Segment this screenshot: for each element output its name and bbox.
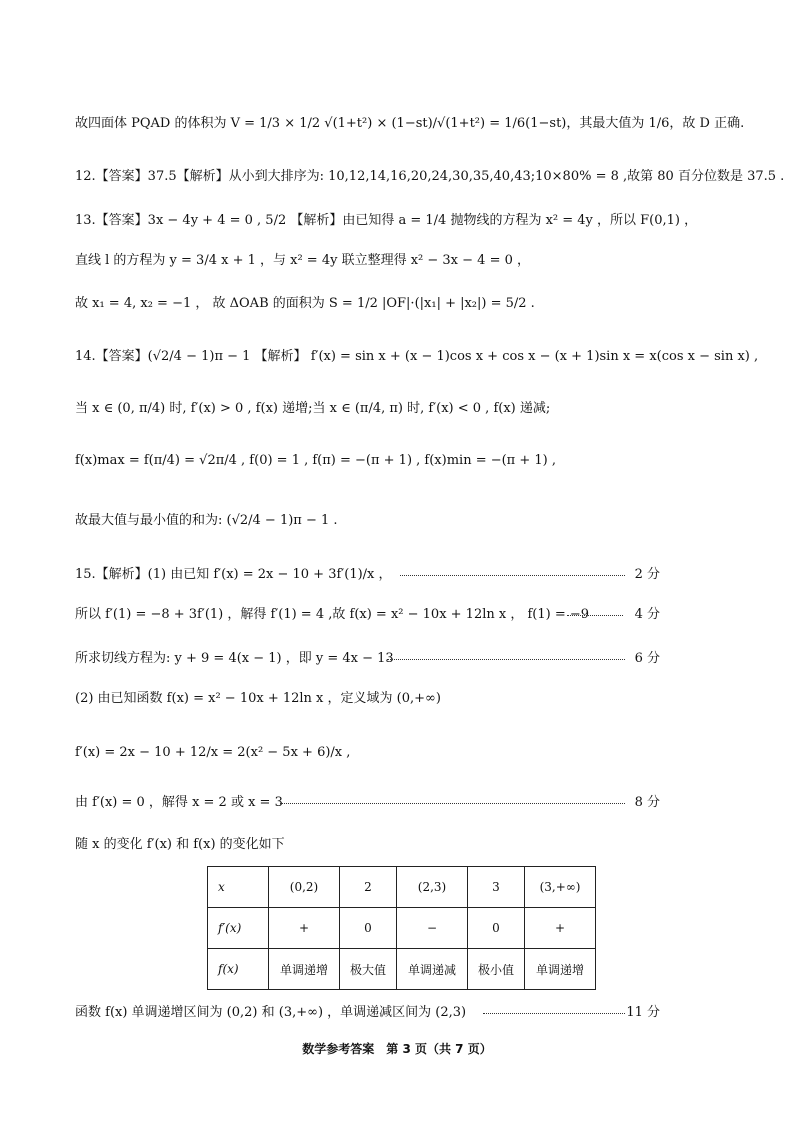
line-17-text: 函数 f(x) 单调递增区间为 (0,2) 和 (3,+∞) ，单调递减区间为 (2,3) [75, 1005, 467, 1020]
line-4-text: 直线 l 的方程为 y = 3/4 x + 1 ，与 x² = 4y 联立整理得 x² − 3x − 4 = 0 ， [75, 253, 531, 268]
line-11-text: 所以 f′(1) = −8 + 3f′(1) ，解得 f′(1) = 4 ,故 f(x) = x² − 10x + 12ln x ， f(1) = −9 [75, 607, 590, 622]
table-cell: (3,+∞) [525, 867, 596, 908]
line-7-text: 当 x ∈ (0, π/4) 时, f′(x) > 0 , f(x) 递增;当 x ∈ (π/4, π) 时, f′(x) < 0 , f(x) 递减; [75, 401, 551, 416]
text-line-7 [75, 400, 550, 418]
table-cell: 单调递增 [525, 949, 596, 990]
variation-table [207, 866, 596, 990]
text-line-17 [75, 1004, 660, 1022]
text-line-15 [75, 794, 660, 812]
table-cell: 单调递增 [269, 949, 340, 990]
text-line-12 [75, 650, 660, 668]
table-cell: + [525, 908, 596, 949]
text-line-4 [75, 252, 530, 270]
text-line-16 [75, 836, 285, 854]
line-15-text: 由 f′(x) = 0 ，解得 x = 2 或 x = 3 [75, 795, 283, 810]
dot-leader [400, 575, 625, 576]
text-line-8 [75, 452, 556, 470]
table-cell: 极小值 [468, 949, 525, 990]
text-line-9 [75, 512, 338, 530]
table-cell: 极大值 [340, 949, 397, 990]
text-line-10 [75, 566, 660, 584]
text-line-5 [75, 295, 535, 313]
dot-leader [280, 803, 625, 804]
table-cell: (2,3) [397, 867, 468, 908]
table-row-derivative [208, 908, 596, 949]
text-line-1 [75, 115, 744, 133]
table-cell: + [269, 908, 340, 949]
line-3-text: 13.【答案】3x − 4y + 4 = 0 , 5/2 【解析】由已知得 a = 1/4 抛物线的方程为 x² = 4y ，所以 F(0,1) ， [75, 213, 698, 228]
dot-leader [483, 1013, 625, 1014]
line-12-text: 所求切线方程为: y + 9 = 4(x − 1) ，即 y = 4x − 13 [75, 651, 394, 666]
table-cell: 0 [340, 908, 397, 949]
line-6-text: 14.【答案】(√2/4 − 1)π − 1 【解析】 f′(x) = sin x + (x − 1)cos x + cos x − (x + 1)sin x = x(cos x − sin x) , [75, 349, 759, 364]
score-11: 11 分 [626, 1005, 660, 1020]
text-line-6 [75, 348, 758, 366]
score-4: 4 分 [634, 607, 660, 622]
text-line-14 [75, 744, 350, 762]
table-cell: 3 [468, 867, 525, 908]
line-16-text: 随 x 的变化 f′(x) 和 f(x) 的变化如下 [75, 837, 285, 852]
line-2-text: 12.【答案】37.5【解析】从小到大排序为: 10,12,14,16,20,24,30,35,40,43;10×80% = 8 ,故第 80 百分位数是 37.5 . [75, 169, 785, 184]
table-cell: f(x) [208, 949, 269, 990]
line-8-text: f(x)max = f(π/4) = √2π/4 , f(0) = 1 , f(π) = −(π + 1) , f(x)min = −(π + 1) , [75, 453, 556, 468]
score-8: 8 分 [634, 795, 660, 810]
table-row-function [208, 949, 596, 990]
text-line-11 [75, 606, 660, 624]
text-line-13 [75, 690, 441, 708]
table-row-x [208, 867, 596, 908]
text-line-2 [75, 168, 784, 186]
text-line-3 [75, 212, 697, 230]
line-1-text: 故四面体 PQAD 的体积为 V = 1/3 × 1/2 √(1+t²) × (1−st)/√(1+t²) = 1/6(1−st)，其最大值为 1/6，故 D 正确. [75, 116, 745, 131]
line-5-text: 故 x₁ = 4, x₂ = −1 ， 故 ΔOAB 的面积为 S = 1/2 |OF|·(|x₁| + |x₂|) = 5/2 . [75, 296, 535, 311]
page-footer: 数学参考答案 第 3 页（共 7 页） [302, 1042, 492, 1056]
score-2: 2 分 [634, 567, 660, 582]
line-13-text: (2) 由已知函数 f(x) = x² − 10x + 12ln x ，定义域为 (0,+∞) [75, 691, 441, 706]
line-10-text: 15.【解析】(1) 由已知 f′(x) = 2x − 10 + 3f′(1)/x ， [75, 567, 392, 582]
line-14-text: f′(x) = 2x − 10 + 12/x = 2(x² − 5x + 6)/x , [75, 745, 351, 760]
table-cell: (0,2) [269, 867, 340, 908]
table-cell: 2 [340, 867, 397, 908]
table-cell: f′(x) [208, 908, 269, 949]
line-9-text: 故最大值与最小值的和为: (√2/4 − 1)π − 1 . [75, 513, 338, 528]
score-6: 6 分 [634, 651, 660, 666]
table-cell: x [208, 867, 269, 908]
dot-leader [567, 615, 623, 616]
table-cell: 单调递减 [397, 949, 468, 990]
table-cell: − [397, 908, 468, 949]
dot-leader [387, 659, 625, 660]
table-cell: 0 [468, 908, 525, 949]
